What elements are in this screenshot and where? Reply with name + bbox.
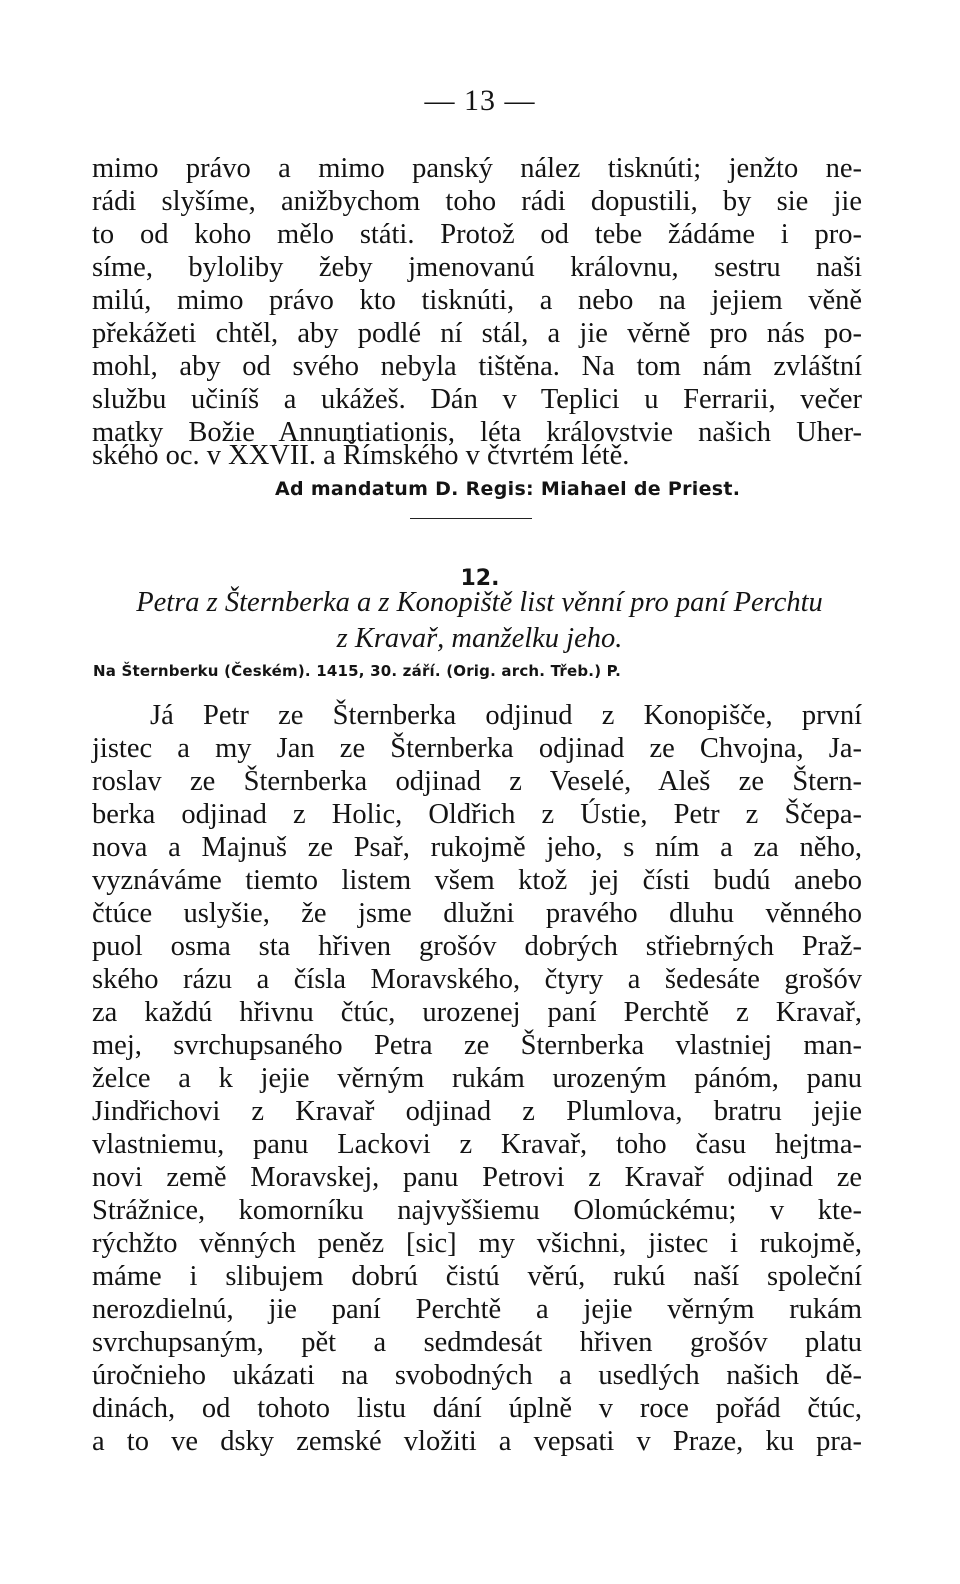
source-citation: Na Šternberku (Českém). 1415, 30. září. (Orig. arch. Třeb.) P. (93, 662, 622, 680)
text-line: matky Božie Annuntiationis, léta královstvie našich Uher- (92, 417, 862, 448)
text-line: puol osma sta hřiven grošóv dobrých střiebrných Praž- (92, 931, 862, 962)
document-title-line: Petra z Šternberka a z Konopiště list věnní pro paní Perchtu (136, 587, 823, 618)
text-line: překážeti chtěl, aby podlé ní stál, a jie věrně pro nás po- (92, 318, 862, 349)
text-line: želce a k jejie věrným rukám urozeným pánóm, panu (92, 1063, 862, 1094)
text-line: úročnieho ukázati na svobodných a usedlých našich dě- (92, 1360, 862, 1391)
document-title-line: z Kravař, manželku jeho. (336, 623, 623, 654)
section-divider (410, 518, 532, 519)
text-line: nova a Majnuš ze Psař, rukojmě jeho, s ním a za něho, (92, 832, 862, 863)
text-line: svrchupsaným, pět a sedmdesát hřiven grošóv platu (92, 1327, 862, 1358)
document-number: 12. (460, 566, 500, 591)
text-line: to od koho mělo státi. Protož od tebe žádáme i pro- (92, 219, 862, 250)
text-line: rádi slyšíme, anižbychom toho rádi dopustili, by sie jie (92, 186, 862, 217)
text-line: Strážnice, komorníku najvyššiemu Olomúckému; v kte- (92, 1195, 862, 1226)
mandate-signature: Ad mandatum D. Regis: Miahael de Priest. (275, 478, 741, 500)
text-line: síme, byloliby žeby jmenovanú královnu, sestru naši (92, 252, 862, 283)
text-line: nerozdielnú, jie paní Perchtě a jejie věrným rukám (92, 1294, 862, 1325)
text-line: máme i slibujem dobrú čistú věrú, rukú naší společní (92, 1261, 862, 1292)
text-line: milú, mimo právo kto tisknúti, a nebo na jejiem věně (92, 285, 862, 316)
text-line: ského oc. v XXVII. a Římského v čtvrtém létě. (92, 440, 630, 471)
text-line: službu učiníš a ukážeš. Dán v Teplici u Ferrarii, večer (92, 384, 862, 415)
text-line: za každú hřivnu čtúc, urozenej paní Perchtě z Kravař, (92, 997, 862, 1028)
text-line: vyznáváme tiemto listem všem ktož jej čísti budú anebo (92, 865, 862, 896)
text-line: ského rázu a čísla Moravského, čtyry a šedesáte grošóv (92, 964, 862, 995)
text-line: čtúce uslyšie, že jsme dlužni pravého dluhu věnného (92, 898, 862, 929)
text-line: berka odjinad z Holic, Oldřich z Ústie, Petr z Ščepa- (92, 799, 862, 830)
text-line: mej, svrchupsaného Petra ze Šternberka vlastniej man- (92, 1030, 862, 1061)
text-line: roslav ze Šternberka odjinad z Veselé, Aleš ze Štern- (92, 766, 862, 797)
text-line: novi země Moravskej, panu Petrovi z Kravař odjinad ze (92, 1162, 862, 1193)
page-number: — 13 — (424, 84, 536, 117)
text-line: mohl, aby od svého nebyla tištěna. Na tom nám zvláštní (92, 351, 862, 382)
text-line: Jindřichovi z Kravař odjinad z Plumlova, bratru jejie (92, 1096, 862, 1127)
text-line: jistec a my Jan ze Šternberka odjinad ze Chvojna, Ja- (92, 733, 862, 764)
text-line: a to ve dsky zemské vložiti a vepsati v Praze, ku pra- (92, 1426, 862, 1457)
text-line: rýchžto věnných peněz [sic] my všichni, jistec i rukojmě, (92, 1228, 862, 1259)
text-line: Já Petr ze Šternberka odjinud z Konopišče, první (150, 700, 862, 731)
text-line: vlastniemu, panu Lackovi z Kravař, toho času hejtma- (92, 1129, 862, 1160)
text-line: dinách, od tohoto listu dání úplně v roce pořád čtúc, (92, 1393, 862, 1424)
text-line: mimo právo a mimo panský nález tisknúti; jenžto ne- (92, 153, 862, 184)
